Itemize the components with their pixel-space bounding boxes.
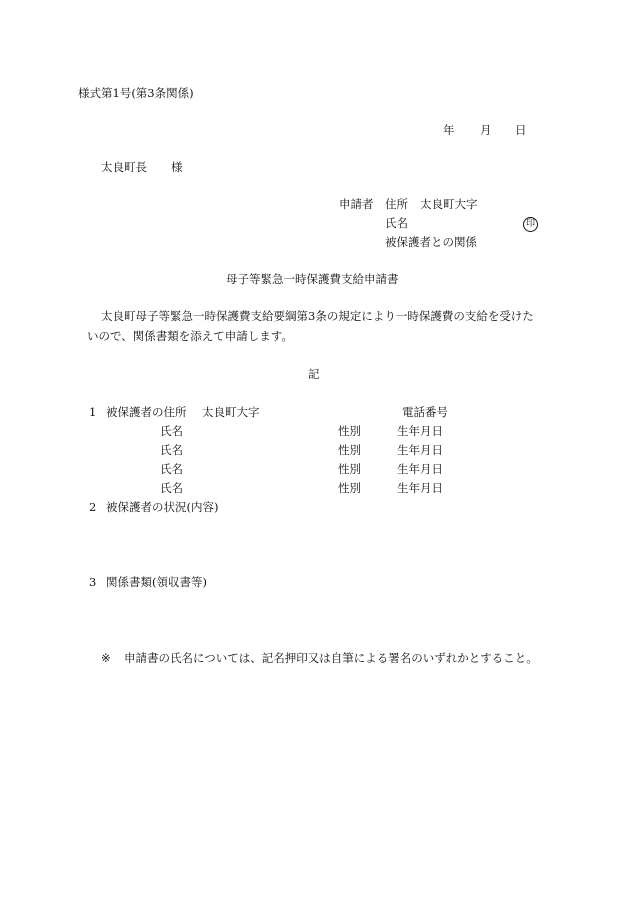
person-name-label: 氏名 (160, 443, 183, 457)
person-sex-label: 性別 (338, 462, 361, 476)
body-line-2: いので、関係書類を添えて申請します。 (87, 329, 293, 343)
applicant-relation-label: 被保護者との関係 (385, 235, 477, 249)
addressee-name: 太良町長 (101, 160, 147, 174)
note-mark: ※ (101, 651, 111, 665)
applicant-name-label: 氏名 (385, 216, 408, 230)
item1-phone-label: 電話番号 (402, 405, 448, 419)
item3-label: 関係書類(領収書等) (106, 575, 207, 589)
note-text: 申請書の氏名については、記名押印又は自筆による署名のいずれかとすること。 (124, 651, 538, 665)
person-name-label: 氏名 (160, 424, 183, 438)
item2-label: 被保護者の状況(内容) (106, 500, 219, 514)
ki-heading: 記 (308, 367, 320, 381)
body-line-1: 太良町母子等緊急一時保護費支給要綱第3条の規定により一時保護費の支給を受けた (101, 309, 534, 323)
seal-mark (523, 215, 538, 232)
applicant-label: 申請者 (339, 197, 374, 211)
person-dob-label: 生年月日 (397, 424, 443, 438)
applicant-address-value: 太良町大字 (420, 197, 478, 211)
item3-number: 3 (89, 575, 97, 589)
person-dob-label: 生年月日 (397, 481, 443, 495)
date-month: 月 (480, 123, 492, 137)
person-dob-label: 生年月日 (397, 462, 443, 476)
date-year: 年 (443, 123, 455, 137)
form-number: 様式第1号(第3条関係) (78, 86, 194, 100)
person-name-label: 氏名 (160, 462, 183, 476)
person-name-label: 氏名 (160, 481, 183, 495)
item1-address-value: 太良町大字 (202, 405, 260, 419)
person-sex-label: 性別 (338, 443, 361, 457)
addressee-honorific: 様 (171, 160, 183, 174)
document-title: 母子等緊急一時保護費支給申請書 (226, 272, 399, 286)
item2-number: 2 (89, 500, 97, 514)
seal-icon: 印 (523, 217, 538, 232)
date-day: 日 (515, 123, 527, 137)
item1-label: 被保護者の住所 (106, 405, 187, 419)
person-dob-label: 生年月日 (397, 443, 443, 457)
person-sex-label: 性別 (338, 481, 361, 495)
applicant-address-label: 住所 (385, 197, 408, 211)
item1-number: 1 (89, 405, 97, 419)
person-sex-label: 性別 (338, 424, 361, 438)
